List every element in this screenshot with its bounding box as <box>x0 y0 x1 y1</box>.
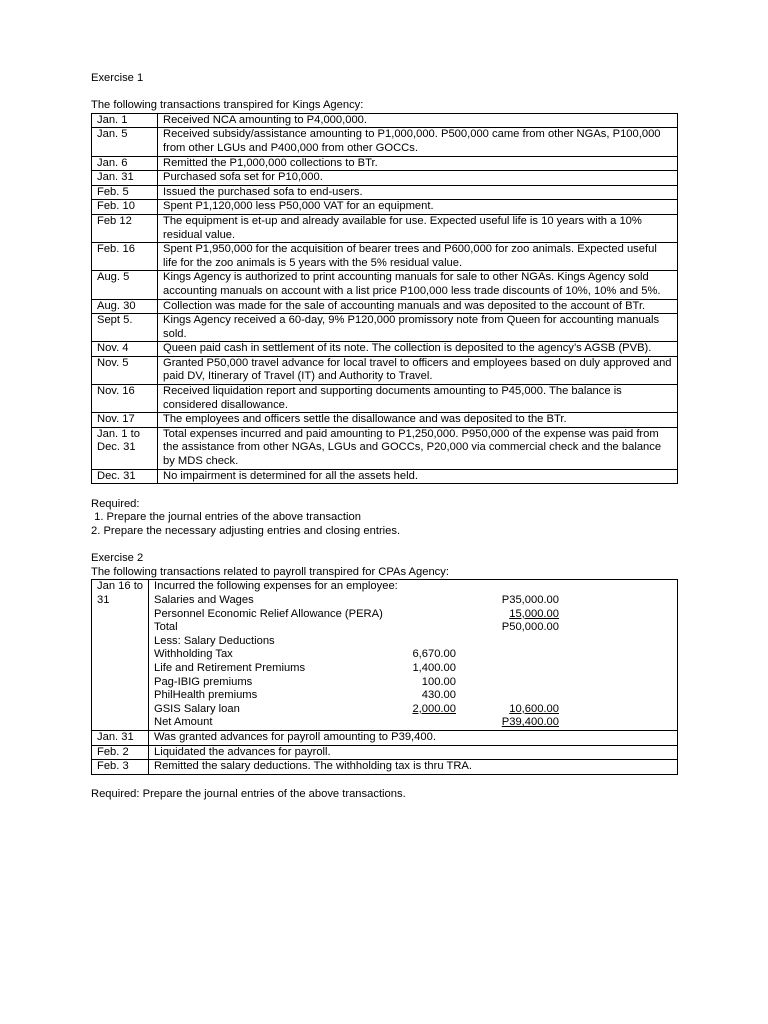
document-page <box>91 72 681 802</box>
payroll-line <box>154 676 674 690</box>
exercise1-required-item: 2. Prepare the necessary adjusting entries and closing entries. <box>91 525 401 537</box>
transaction-row <box>92 113 678 128</box>
transaction-row <box>92 427 678 469</box>
exercise1-required-label: Required: <box>91 497 140 510</box>
transaction-row <box>92 342 678 357</box>
transaction-date: Jan. 6 <box>92 156 158 171</box>
payroll-line <box>154 662 674 676</box>
exercise2-transactions-table <box>91 579 678 774</box>
transaction-row <box>92 314 678 342</box>
transaction-date: Feb. 3 <box>92 760 149 775</box>
payroll-line-amount <box>456 648 559 662</box>
transaction-row <box>92 385 678 413</box>
transaction-description: The equipment is et-up and already available for use. Expected useful life is 10 years with a 10% residual value. <box>158 214 678 242</box>
payroll-heading: Incurred the following expenses for an employee: <box>154 580 398 593</box>
payroll-line-amount: P39,400.00 <box>501 716 559 729</box>
transaction-date: Aug. 30 <box>92 299 158 314</box>
payroll-line-amount <box>456 689 559 703</box>
transaction-description: Remitted the salary deductions. The withholding tax is thru TRA. <box>149 760 678 775</box>
payroll-line <box>154 716 674 730</box>
transaction-row <box>92 171 678 186</box>
exercise1-required-item: 1. Prepare the journal entries of the above transaction <box>91 511 361 524</box>
exercise1-intro: The following transactions transpired for Kings Agency: <box>91 99 364 112</box>
transaction-description: Was granted advances for payroll amounting to P39,400. <box>149 730 678 745</box>
transaction-description: The employees and officers settle the disallowance and was deposited to the BTr. <box>158 413 678 428</box>
payroll-row <box>92 580 678 731</box>
transaction-description: Kings Agency received a 60-day, 9% P120,000 promissory note from Queen for accounting manuals sold. <box>158 314 678 342</box>
transaction-date: Feb. 10 <box>92 200 158 215</box>
transaction-description: Granted P50,000 travel advance for local travel to officers and employees based on duly approved and paid DV, Itinerary of Travel (IT) and Authority to Travel. <box>158 356 678 384</box>
payroll-line-amount: P50,000.00 <box>501 621 559 634</box>
transaction-row <box>92 185 678 200</box>
transaction-date: Feb. 5 <box>92 185 158 200</box>
payroll-line-deduction: 2,000.00 <box>412 702 456 715</box>
transaction-date: Jan. 31 <box>92 730 149 745</box>
payroll-line <box>154 608 674 622</box>
payroll-line-label: Personnel Economic Relief Allowance (PERA) <box>154 607 383 620</box>
payroll-line <box>154 703 674 717</box>
transaction-description: Purchased sofa set for P10,000. <box>158 171 678 186</box>
payroll-line-deduction <box>386 594 456 608</box>
payroll-line-label: Less: Salary Deductions <box>154 634 275 647</box>
transaction-date: Aug. 5 <box>92 271 158 299</box>
exercise2-title: Exercise 2 <box>91 552 144 565</box>
payroll-line-label: Pag-IBIG premiums <box>154 675 253 688</box>
payroll-date-cell: Jan 16 to 31 <box>92 580 149 731</box>
payroll-line-amount: 15,000.00 <box>509 607 559 620</box>
transaction-description: Collection was made for the sale of accounting manuals and was deposited to the account of BTr. <box>158 299 678 314</box>
transaction-description: Total expenses incurred and paid amounting to P1,250,000. P950,000 of the expense was paid from the assistance from other NGAs, LGUs and GOCCs, P20,000 via commercial check and the balance by MDS check. <box>158 427 678 469</box>
payroll-line <box>154 635 674 649</box>
payroll-line <box>154 621 674 635</box>
transaction-description: Spent P1,950,000 for the acquisition of bearer trees and P600,000 for zoo animals. Expected useful life for the zoo animals is 5 years with the 5% residual value. <box>158 243 678 271</box>
transaction-description: Received liquidation report and supporting documents amounting to P45,000. The balance is considered disallowance. <box>158 385 678 413</box>
payroll-line <box>154 648 674 662</box>
transaction-row <box>92 200 678 215</box>
transaction-date: Feb 12 <box>92 214 158 242</box>
transaction-row <box>92 760 678 775</box>
payroll-line-deduction: 100.00 <box>421 675 456 688</box>
transaction-description: Queen paid cash in settlement of its note. The collection is deposited to the agency’s AGSB (PVB). <box>158 342 678 357</box>
transaction-row <box>92 730 678 745</box>
payroll-line-deduction <box>386 621 456 635</box>
exercise2-required: Required: Prepare the journal entries of the above transactions. <box>91 788 406 801</box>
transaction-row <box>92 128 678 156</box>
transaction-row <box>92 299 678 314</box>
transaction-date: Jan. 1 <box>92 113 158 128</box>
transaction-row <box>92 469 678 484</box>
payroll-line-amount <box>456 676 559 690</box>
transaction-row <box>92 413 678 428</box>
payroll-line-label: Total <box>154 621 178 634</box>
transaction-date: Feb. 16 <box>92 243 158 271</box>
transaction-description: Kings Agency is authorized to print accounting manuals for sale to other NGAs. Kings Agency sold accounting manuals on account with a list price P100,000 less trade discounts of 10%, 10% and 5%. <box>158 271 678 299</box>
transaction-description: Received subsidy/assistance amounting to P1,000,000. P500,000 came from other NGAs, P100,000 from other LGUs and P400,000 from other GOCCs. <box>158 128 678 156</box>
transaction-date: Jan. 31 <box>92 171 158 186</box>
payroll-line-amount <box>456 662 559 676</box>
transaction-row <box>92 745 678 760</box>
payroll-line <box>154 689 674 703</box>
transaction-row <box>92 214 678 242</box>
transaction-description: Spent P1,120,000 less P50,000 VAT for an equipment. <box>158 200 678 215</box>
payroll-line-deduction <box>386 716 456 730</box>
transaction-description: Liquidated the advances for payroll. <box>149 745 678 760</box>
payroll-line-deduction: 430.00 <box>421 689 456 702</box>
transaction-description: No impairment is determined for all the assets held. <box>158 469 678 484</box>
payroll-line-deduction: 1,400.00 <box>412 661 456 674</box>
transaction-row <box>92 243 678 271</box>
transaction-description: Issued the purchased sofa to end-users. <box>158 185 678 200</box>
payroll-line-amount <box>456 635 559 649</box>
payroll-line-label: Net Amount <box>154 716 213 729</box>
transaction-row <box>92 271 678 299</box>
transaction-date: Dec. 31 <box>92 469 158 484</box>
transaction-row <box>92 156 678 171</box>
payroll-line <box>154 594 674 608</box>
payroll-line-label: PhilHealth premiums <box>154 689 258 702</box>
payroll-line-deduction <box>386 608 456 622</box>
transaction-row <box>92 356 678 384</box>
transaction-date: Nov. 17 <box>92 413 158 428</box>
payroll-line-deduction <box>386 635 456 649</box>
payroll-line-amount: 10,600.00 <box>509 702 559 715</box>
payroll-line-label: Salaries and Wages <box>154 593 254 606</box>
payroll-line-deduction: 6,670.00 <box>412 648 456 661</box>
transaction-date: Nov. 4 <box>92 342 158 357</box>
exercise1-title: Exercise 1 <box>91 72 144 84</box>
payroll-lines <box>154 594 674 730</box>
exercise2-intro: The following transactions related to payroll transpired for CPAs Agency: <box>91 565 449 578</box>
transaction-description: Received NCA amounting to P4,000,000. <box>158 113 678 128</box>
transaction-date: Sept 5. <box>92 314 158 342</box>
transaction-date: Nov. 16 <box>92 385 158 413</box>
payroll-detail-cell <box>149 580 678 731</box>
transaction-date: Jan. 5 <box>92 128 158 156</box>
payroll-line-label: GSIS Salary loan <box>154 702 240 715</box>
payroll-line-label: Withholding Tax <box>154 648 233 661</box>
exercise1-transactions-table <box>91 113 678 484</box>
transaction-date: Feb. 2 <box>92 745 149 760</box>
payroll-line-label: Life and Retirement Premiums <box>154 661 306 674</box>
transaction-date: Nov. 5 <box>92 356 158 384</box>
transaction-description: Remitted the P1,000,000 collections to BTr. <box>158 156 678 171</box>
payroll-line-amount: P35,000.00 <box>501 593 559 606</box>
transaction-date: Jan. 1 to Dec. 31 <box>92 427 158 469</box>
